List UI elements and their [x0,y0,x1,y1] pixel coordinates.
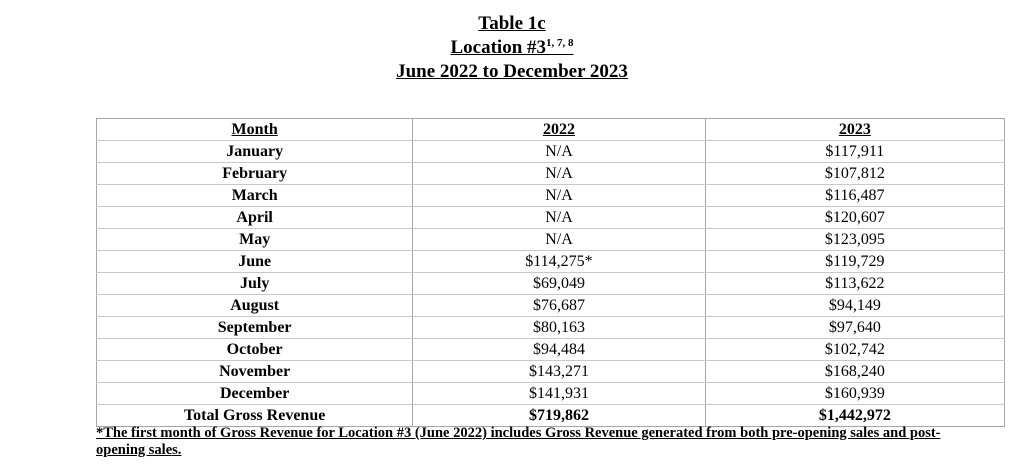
value-2023-cell: $113,622 [705,273,1004,295]
value-2022-cell: $94,484 [413,339,705,361]
header-2022: 2022 [413,119,705,141]
month-cell: May [97,229,413,251]
location-footnote-refs: 1, 7, 8 [546,37,574,49]
value-2022-cell: N/A [413,163,705,185]
table-title: Table 1c [478,13,546,34]
value-2023-cell: $120,607 [705,207,1004,229]
total-row [97,405,1005,427]
table-row [97,251,1005,273]
header-month: Month [97,119,413,141]
value-2022-cell: N/A [413,141,705,163]
month-cell: July [97,273,413,295]
table-row [97,383,1005,405]
value-2022-cell: $143,271 [413,361,705,383]
date-range-title: June 2022 to December 2023 [396,61,628,82]
value-2022-cell: $141,931 [413,383,705,405]
value-2022-cell: N/A [413,229,705,251]
value-2023-cell: $116,487 [705,185,1004,207]
value-2022-cell: N/A [413,207,705,229]
total-label: Total Gross Revenue [97,405,413,427]
title-block [0,12,1024,84]
location-label: Location #3 [450,37,547,58]
table-row [97,207,1005,229]
month-cell: February [97,163,413,185]
table-row [97,317,1005,339]
month-cell: October [97,339,413,361]
table-row [97,273,1005,295]
value-2022-cell: N/A [413,185,705,207]
value-2022-cell: $80,163 [413,317,705,339]
table-row [97,361,1005,383]
table-row [97,163,1005,185]
footnote: *The first month of Gross Revenue for Location #3 (June 2022) includes Gross Revenue generated from both pre-opening sales and post-opening sales. [96,425,941,458]
value-2022-cell: $114,275* [413,251,705,273]
table-row [97,141,1005,163]
month-cell: March [97,185,413,207]
value-2023-cell: $107,812 [705,163,1004,185]
month-cell: November [97,361,413,383]
value-2023-cell: $119,729 [705,251,1004,273]
table-row [97,229,1005,251]
table-row [97,185,1005,207]
value-2023-cell: $94,149 [705,295,1004,317]
location-title [0,36,1024,60]
total-2022: $719,862 [413,405,705,427]
header-row [97,119,1005,141]
gross-revenue-table [96,118,1005,427]
month-cell: September [97,317,413,339]
value-2023-cell: $168,240 [705,361,1004,383]
month-cell: April [97,207,413,229]
value-2022-cell: $69,049 [413,273,705,295]
month-cell: December [97,383,413,405]
value-2023-cell: $117,911 [705,141,1004,163]
value-2023-cell: $102,742 [705,339,1004,361]
month-cell: January [97,141,413,163]
value-2023-cell: $123,095 [705,229,1004,251]
table-row [97,295,1005,317]
month-cell: August [97,295,413,317]
table-row [97,339,1005,361]
value-2023-cell: $160,939 [705,383,1004,405]
value-2023-cell: $97,640 [705,317,1004,339]
value-2022-cell: $76,687 [413,295,705,317]
header-2023: 2023 [705,119,1004,141]
total-2023: $1,442,972 [705,405,1004,427]
month-cell: June [97,251,413,273]
